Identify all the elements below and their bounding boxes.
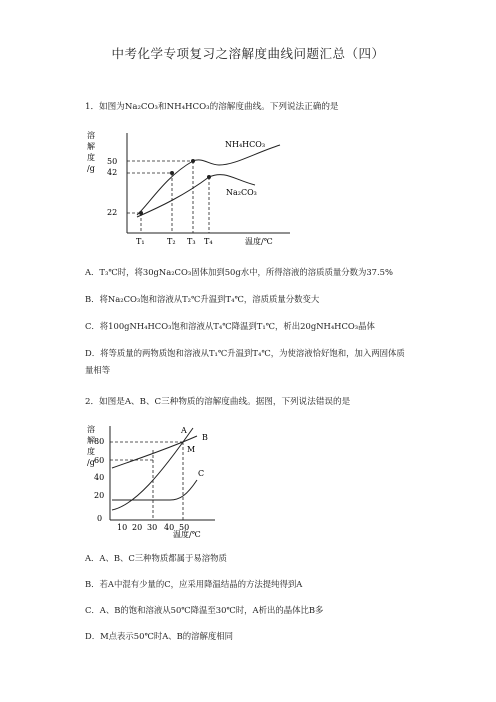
q1-option-c: C．将100gNH₄HCO₃饱和溶液从T₄℃降温到T₁℃，析出20gNH₄HCO₃晶体 <box>85 321 375 331</box>
chart-1-series-label: Na₂CO₃ <box>226 188 257 197</box>
q2-option-a: A．A、B、C三种物质都属于易溶物质 <box>85 553 227 563</box>
chart-1-point <box>170 171 174 175</box>
chart-2-origin: 0 <box>97 514 103 523</box>
chart-1-curve-nh4hco3 <box>137 145 280 215</box>
q2-option-c: C．A、B的饱和溶液从50℃降温至30℃时，A析出的晶体比B多 <box>85 605 324 615</box>
chart-1-ylabel: 解 <box>87 142 95 151</box>
chart-2-ylabel: /g <box>87 458 95 467</box>
q1-option-b: B．将Na₂CO₃饱和溶液从T₂℃升温到T₄℃，溶质质量分数变大 <box>85 294 320 304</box>
chart-1-solubility <box>85 125 315 250</box>
chart-2-series-label: A <box>181 426 187 435</box>
chart-2-xtick: 20 <box>132 523 143 532</box>
q2-option-b: B．若A中混有少量的C，应采用降温结晶的方法提纯得到A <box>85 579 303 589</box>
chart-1-point <box>207 175 211 179</box>
chart-1-xtick: T₁ <box>136 237 145 246</box>
chart-1-xtick: T₂ <box>167 237 176 246</box>
chart-1-xtick: T₃ <box>187 237 196 246</box>
q2-option-d: D．M点表示50℃时A、B的溶解度相同 <box>85 631 234 641</box>
chart-1-point <box>139 211 143 215</box>
page-title: 中考化学专项复习之溶解度曲线问题汇总（四） <box>111 46 385 61</box>
chart-1-ytick: 50 <box>107 157 118 166</box>
question-2-stem: 2．如图是A、B、C三种物质的溶解度曲线。据图，下列说法错误的是 <box>85 397 351 407</box>
chart-2-ytick: 80 <box>94 437 105 446</box>
q1-option-d-cont: 量相等 <box>85 365 111 375</box>
chart-2-ylabel: 溶 <box>87 425 95 434</box>
chart-1-xtick: T₄ <box>204 237 213 246</box>
chart-2-xlabel: 温度/℃ <box>173 530 201 538</box>
chart-2-ylabel: 度 <box>87 447 95 456</box>
chart-1-point <box>191 159 195 163</box>
chart-2-ytick: 20 <box>94 491 105 500</box>
chart-2-series-label: C <box>198 469 205 478</box>
q1-option-d: D．将等质量的两物质饱和溶液从T₁℃升温到T₄℃，为使溶液恰好饱和，加入两固体质 <box>85 348 405 358</box>
chart-1-ylabel: 溶 <box>87 131 95 140</box>
chart-1-series-label: NH₄HCO₃ <box>225 140 266 149</box>
chart-2-point-label: M <box>187 445 196 454</box>
chart-2-series-label: B <box>202 433 208 442</box>
chart-2-ytick: 40 <box>94 473 105 482</box>
q1-option-a: A．T₃℃时，将30gNa₂CO₃固体加到50g水中，所得溶液的溶质质量分数为37.5% <box>85 267 393 277</box>
chart-2-ylabel: 解 <box>87 436 95 445</box>
chart-1-xlabel: 温度/℃ <box>245 237 273 246</box>
chart-2-xtick: 10 <box>117 523 128 532</box>
chart-2-curve-c <box>112 480 197 500</box>
chart-2-ytick: 60 <box>94 456 105 465</box>
chart-1-ytick: 42 <box>107 168 118 177</box>
chart-1-ylabel: /g <box>87 164 95 173</box>
chart-1-ylabel: 度 <box>87 153 95 162</box>
question-1-stem: 1．如图为Na₂CO₃和NH₄HCO₃的溶解度曲线。下列说法正确的是 <box>85 102 339 112</box>
chart-2-xtick: 50 <box>179 523 190 532</box>
chart-2-xtick: 30 <box>147 523 158 532</box>
chart-2-solubility <box>85 420 235 538</box>
chart-1-ytick: 22 <box>107 208 118 217</box>
chart-2-xtick: 40 <box>164 523 175 532</box>
